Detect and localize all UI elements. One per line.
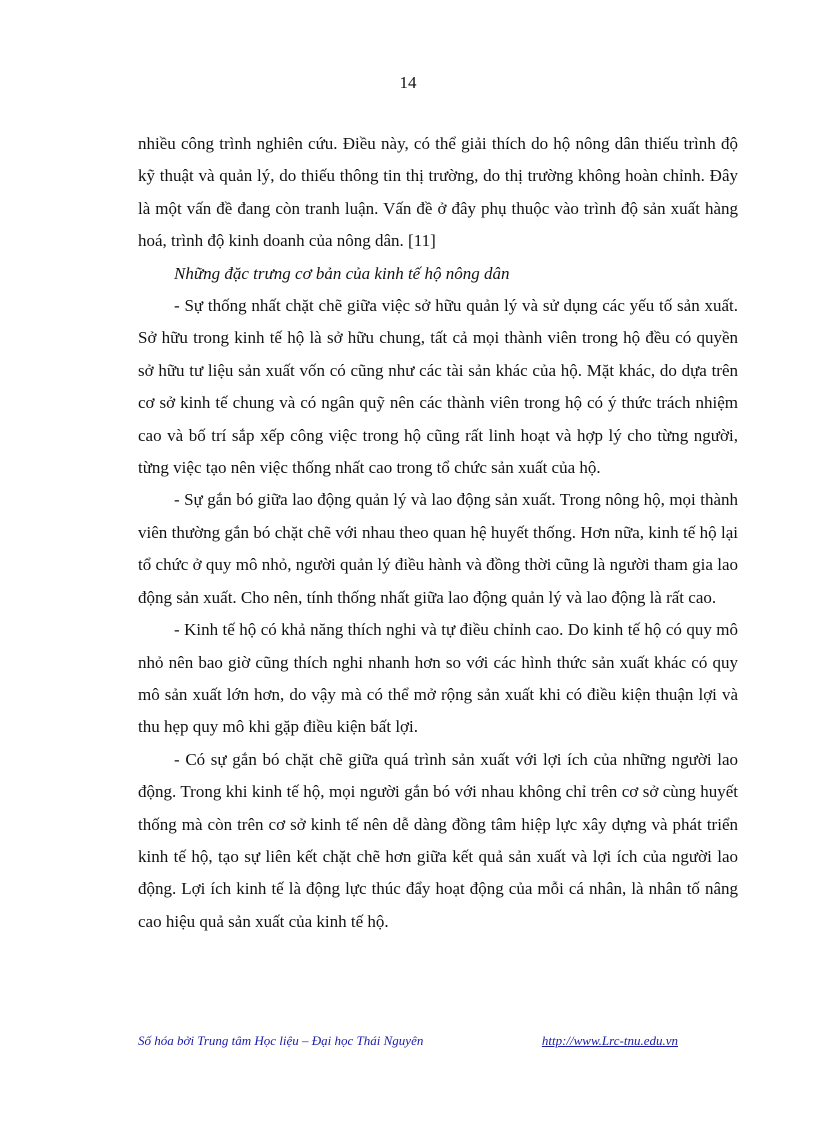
paragraph-1: - Sự thống nhất chặt chẽ giữa việc sở hữu quản lý và sử dụng các yếu tố sản xuất. Sở hữu trong kinh tế hộ là sở hữu chung, tất cả mọi thành viên trong hộ đều có quyền sở hữu tư liệu sản xuất vốn có cũng như các tài sản khác của hộ. Mặt khác, do dựa trên cơ sở kinh tế chung và có ngân quỹ nên các thành viên trong hộ có ý thức trách nhiệm cao và bố trí sắp xếp công việc trong hộ cũng rất linh hoạt và hợp lý cho từng người, từng việc tạo nên việc thống nhất cao trong tổ chức sản xuất của hộ.	[138, 296, 738, 478]
paragraph-4: - Có sự gắn bó chặt chẽ giữa quá trình sản xuất với lợi ích của những người lao động. Trong khi kinh tế hộ, mọi người gắn bó với nhau không chỉ trên cơ sở cùng huyết thống mà còn trên cơ sở kinh tế nên dễ dàng đồng tâm hiệp lực xây dựng và phát triển kinh tế hộ, tạo sự liên kết chặt chẽ hơn giữa kết quả sản xuất và lợi ích của người lao động. Lợi ích kinh tế là động lực thúc đẩy hoạt động của mỗi cá nhân, là nhân tố nâng cao hiệu quả sản xuất của kinh tế hộ.	[138, 749, 738, 931]
footer-credit: Số hóa bởi Trung tâm Học liệu – Đại học Thái Nguyên	[138, 1033, 424, 1048]
page-number: 14	[399, 73, 417, 92]
continuation-paragraph: nhiều công trình nghiên cứu. Điều này, có thể giải thích do hộ nông dân thiếu trình độ kỹ thuật và quản lý, do thiếu thông tin thị trường, do thị trường không hoàn chỉnh. Đây là một vấn đề đang còn tranh luận. Vấn đề ở đây phụ thuộc vào trình độ sản xuất hàng hoá, trình độ kinh doanh của nông dân. [11]	[138, 134, 738, 251]
document-body	[138, 128, 738, 938]
section-heading: Những đặc trưng cơ bản của kinh tế hộ nông dân	[174, 263, 510, 283]
footer-link[interactable]: http://www.Lrc-tnu.edu.vn	[541, 1033, 678, 1048]
paragraph-2: - Sự gắn bó giữa lao động quản lý và lao động sản xuất. Trong nông hộ, mọi thành viên thường gắn bó chặt chẽ với nhau theo quan hệ huyết thống. Hơn nữa, kinh tế hộ lại tổ chức ở quy mô nhỏ, người quản lý điều hành và đồng thời cũng là người tham gia lao động sản xuất. Cho nên, tính thống nhất giữa lao động quản lý và lao động là rất cao.	[138, 490, 738, 607]
paragraph-3: - Kinh tế hộ có khả năng thích nghi và tự điều chỉnh cao. Do kinh tế hộ có quy mô nhỏ nên bao giờ cũng thích nghi nhanh hơn so với các hình thức sản xuất khác có quy mô sản xuất lớn hơn, do vậy mà có thể mở rộng sản xuất khi có điều kiện thuận lợi và thu hẹp quy mô khi gặp điều kiện bất lợi.	[138, 620, 738, 737]
